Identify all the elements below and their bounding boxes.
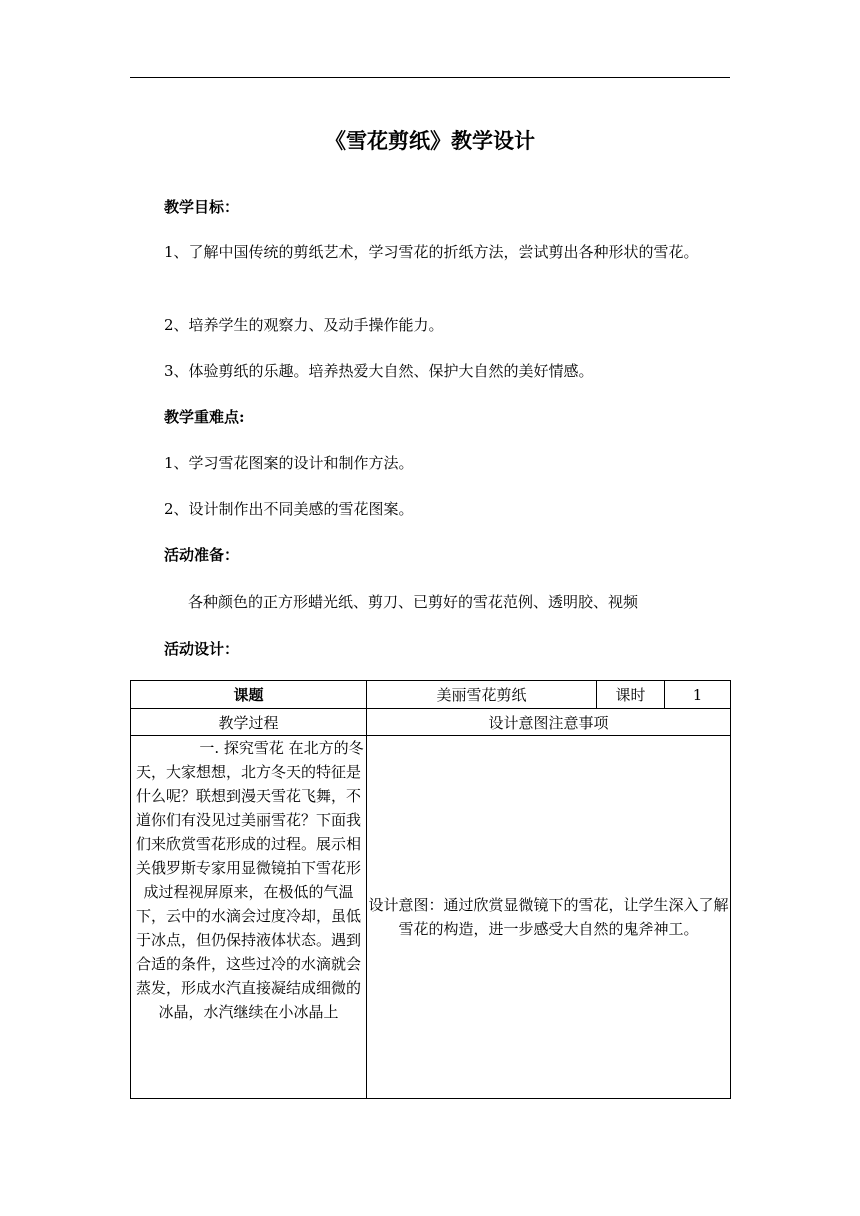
design-heading: 活动设计： <box>164 640 240 658</box>
hours-value-cell: 1 <box>665 681 731 709</box>
key-point-item-2: 2、设计制作出不同美感的雪花图案。 <box>164 500 414 518</box>
key-points-heading: 教学重难点: <box>164 408 245 426</box>
hours-label-cell: 课时 <box>597 681 665 709</box>
process-content-cell <box>131 736 367 1099</box>
topic-value-cell: 美丽雪花剪纸 <box>367 681 597 709</box>
intent-content-cell: 设计意图：通过欣赏显微镜下的雪花，让学生深入了解雪花的构造，进一步感受大自然的鬼斧神工。 <box>367 736 731 1099</box>
process-text: 一. 探究雪花 在北方的冬天，大家想想，北方冬天的特征是什么呢？联想到漫天雪花飞舞，不道你们有没见过美丽雪花？下面我们来欣赏雪花形成的过程。展示相关俄罗斯专家用显微镜拍下雪花形成过程视屏原来，在极低的气温下，云中的水滴会过度冷却，虽低于冰点，但仍保持液体状态。遇到合适的条件，这些过冷的水滴就会蒸发，形成水汽直接凝结成细微的冰晶，水汽继续在小冰晶上 <box>135 739 364 1021</box>
document-title: 《雪花剪纸》教学设计 <box>325 128 535 153</box>
topic-label-cell: 课题 <box>131 681 367 709</box>
preparation-heading: 活动准备： <box>164 546 240 564</box>
goal-item-2: 2、培养学生的观察力、及动手操作能力。 <box>164 316 444 334</box>
key-point-item-1: 1、学习雪花图案的设计和制作方法。 <box>164 454 414 472</box>
goal-item-1: 1、了解中国传统的剪纸艺术，学习雪花的折纸方法，尝试剪出各种形状的雪花。 <box>164 243 699 261</box>
header-rule <box>130 77 730 78</box>
process-header-cell: 教学过程 <box>131 709 367 736</box>
goal-item-3: 3、体验剪纸的乐趣。培养热爱大自然、保护大自然的美好情感。 <box>164 362 594 380</box>
table-row-headers <box>131 709 731 736</box>
preparation-text: 各种颜色的正方形蜡光纸、剪刀、已剪好的雪花范例、透明胶、视频 <box>188 593 639 611</box>
lesson-plan-table <box>130 680 731 1099</box>
table-row-topic <box>131 681 731 709</box>
goals-heading: 教学目标： <box>164 198 240 216</box>
intent-header-cell: 设计意图注意事项 <box>367 709 731 736</box>
table-row-content <box>131 736 731 1099</box>
